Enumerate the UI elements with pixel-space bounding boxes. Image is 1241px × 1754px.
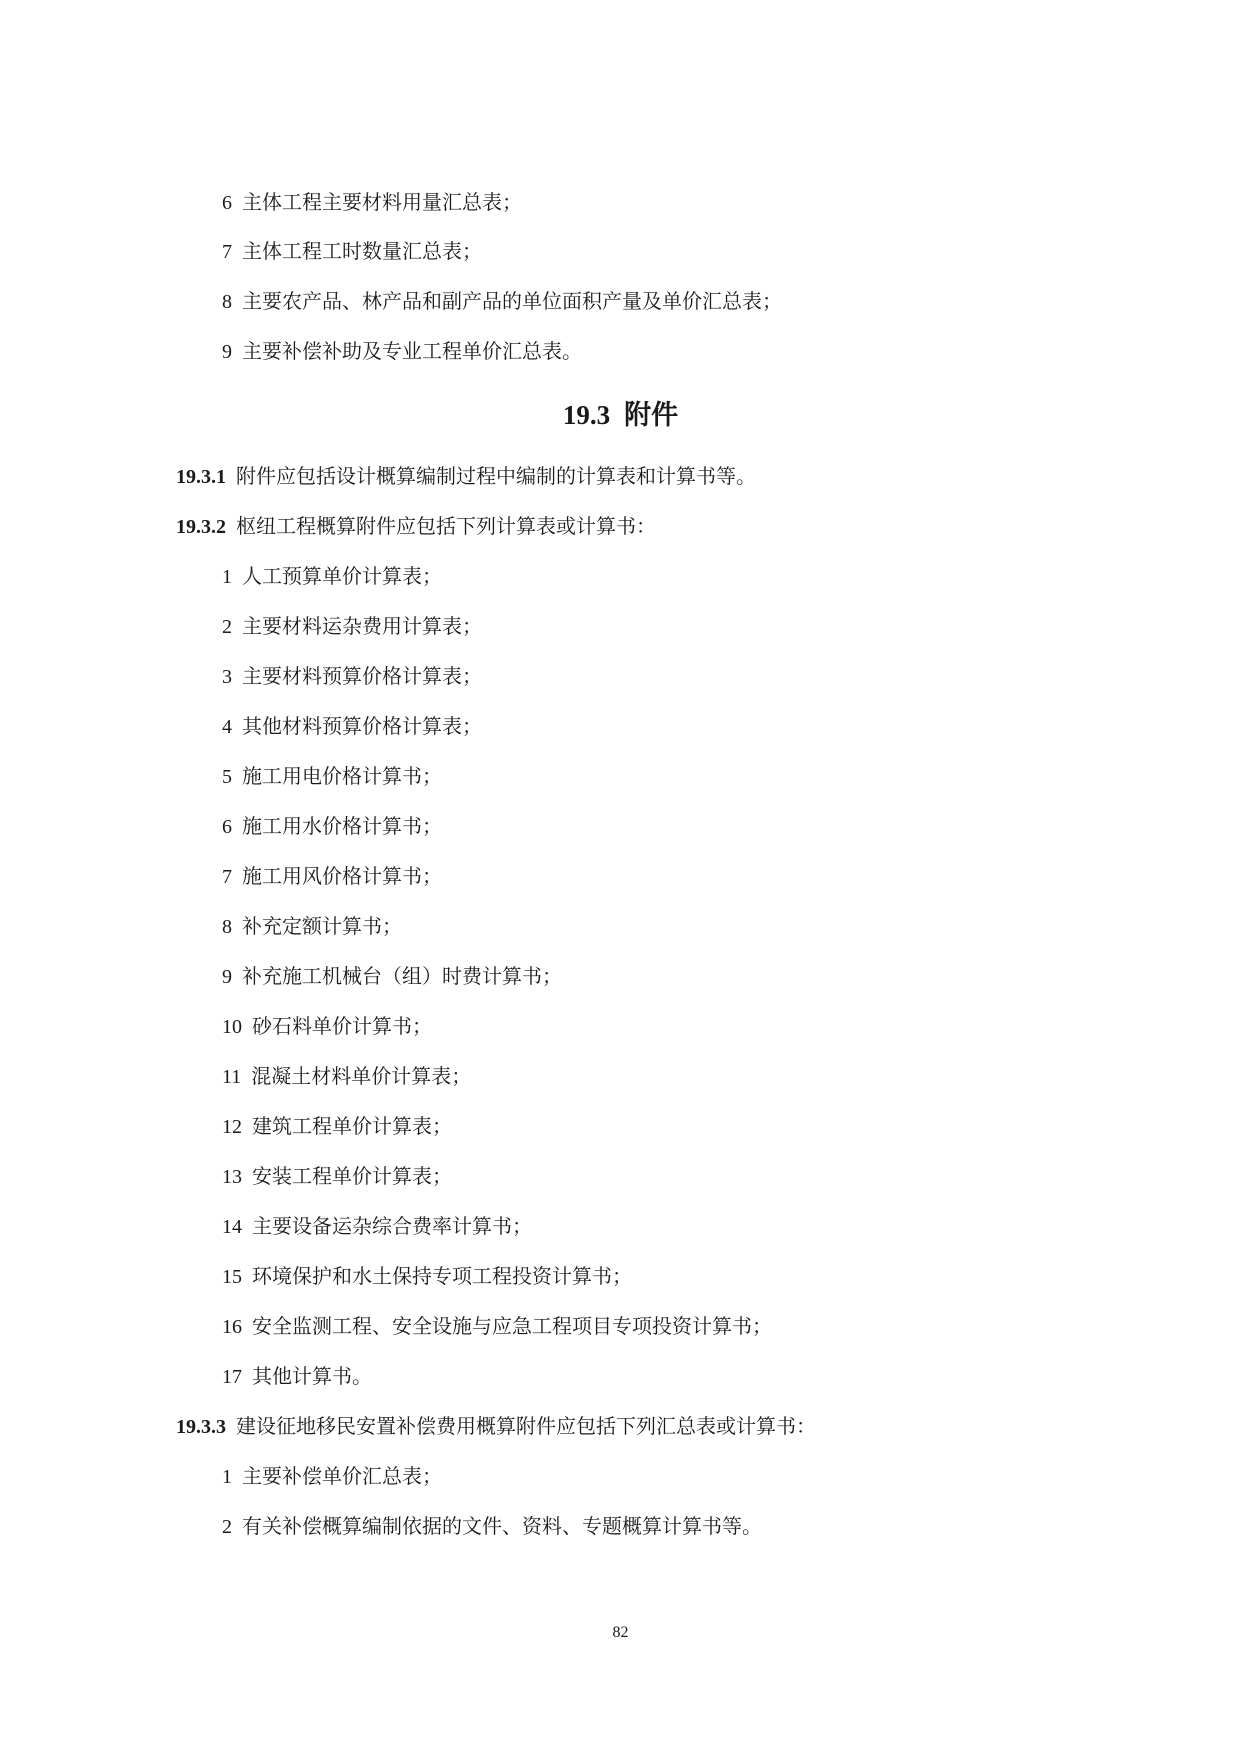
- list-item-number: 8: [222, 916, 232, 938]
- list-item: [222, 339, 582, 364]
- list-item-text: 安全监测工程、安全设施与应急工程项目专项投资计算书；: [252, 1314, 772, 1338]
- list-item-number: 1: [222, 566, 232, 588]
- list-item-text: 有关补偿概算编制依据的文件、资料、专题概算计算书等。: [242, 1514, 762, 1538]
- list-item-number: 4: [222, 716, 232, 738]
- list-item-text: 混凝土材料单价计算表；: [251, 1064, 472, 1088]
- clause-text: 枢纽工程概算附件应包括下列计算表或计算书：: [236, 514, 656, 538]
- list-item-number: 6: [222, 192, 232, 214]
- list-item: [222, 564, 442, 589]
- list-item-text: 主要补偿补助及专业工程单价汇总表。: [242, 339, 582, 363]
- list-item: [222, 1214, 532, 1239]
- list-item: [222, 289, 782, 314]
- list-item-text: 主要材料预算价格计算表；: [242, 664, 482, 688]
- list-item-number: 9: [222, 341, 232, 363]
- list-item-number: 8: [222, 291, 232, 313]
- clause-number: 19.3.1: [176, 466, 226, 488]
- list-item: [222, 1014, 432, 1039]
- list-item-text: 砂石料单价计算书；: [252, 1014, 432, 1038]
- section-title-text: 附件: [624, 400, 679, 431]
- list-item-text: 主体工程工时数量汇总表；: [242, 239, 482, 263]
- list-item: [222, 1264, 632, 1289]
- clause-19-3-3: [176, 1414, 816, 1439]
- list-item-number: 1: [222, 1466, 232, 1488]
- list-item: [222, 1164, 452, 1189]
- list-item: [222, 864, 442, 889]
- clause-number: 19.3.3: [176, 1416, 226, 1438]
- page-number: 82: [612, 1624, 629, 1641]
- list-item: [222, 1464, 442, 1489]
- list-item-text: 安装工程单价计算表；: [252, 1164, 452, 1188]
- list-item-number: 13: [222, 1166, 242, 1188]
- list-item-number: 15: [222, 1266, 242, 1288]
- section-number: 19.3: [562, 400, 611, 430]
- list-item-number: 6: [222, 816, 232, 838]
- list-item-text: 主要农产品、林产品和副产品的单位面积产量及单价汇总表；: [242, 289, 782, 313]
- list-item-text: 主要补偿单价汇总表；: [242, 1464, 442, 1488]
- list-item: [222, 1364, 372, 1389]
- list-item-number: 11: [222, 1066, 242, 1088]
- list-item-text: 补充定额计算书；: [242, 914, 402, 938]
- clause-number: 19.3.2: [176, 516, 226, 538]
- list-item: [222, 1514, 762, 1539]
- list-item-number: 7: [222, 866, 232, 888]
- list-item-text: 人工预算单价计算表；: [242, 564, 442, 588]
- list-item-number: 5: [222, 766, 232, 788]
- list-item-number: 9: [222, 966, 232, 988]
- list-item: [222, 664, 482, 689]
- list-item-text: 主要材料运杂费用计算表；: [242, 614, 482, 638]
- list-item-text: 其他计算书。: [252, 1364, 372, 1388]
- list-item: [222, 1064, 471, 1089]
- list-item: [222, 914, 402, 939]
- list-item-number: 2: [222, 1516, 232, 1538]
- list-item: [222, 714, 482, 739]
- list-item-number: 3: [222, 666, 232, 688]
- list-item-text: 施工用水价格计算书；: [242, 814, 442, 838]
- list-item-text: 补充施工机械台（组）时费计算书；: [242, 964, 562, 988]
- list-item-number: 2: [222, 616, 232, 638]
- list-item-text: 环境保护和水土保持专项工程投资计算书；: [252, 1264, 632, 1288]
- list-item: [222, 614, 482, 639]
- list-item: [222, 814, 442, 839]
- list-item: [222, 1314, 772, 1339]
- list-item: [222, 764, 442, 789]
- clause-19-3-1: [176, 464, 756, 489]
- list-item: [222, 1114, 452, 1139]
- list-item: [222, 964, 562, 989]
- list-item-number: 17: [222, 1366, 242, 1388]
- list-item-text: 建筑工程单价计算表；: [252, 1114, 452, 1138]
- list-item: [222, 190, 522, 215]
- section-heading: [0, 398, 1241, 433]
- list-item-number: 12: [222, 1116, 242, 1138]
- list-item-text: 主体工程主要材料用量汇总表；: [242, 190, 522, 214]
- list-item-number: 14: [222, 1216, 242, 1238]
- list-item-text: 施工用风价格计算书；: [242, 864, 442, 888]
- list-item-text: 施工用电价格计算书；: [242, 764, 442, 788]
- list-item-text: 其他材料预算价格计算表；: [242, 714, 482, 738]
- list-item: [222, 239, 482, 264]
- clause-19-3-2: [176, 514, 656, 539]
- list-item-number: 7: [222, 241, 232, 263]
- list-item-text: 主要设备运杂综合费率计算书；: [252, 1214, 532, 1238]
- list-item-number: 10: [222, 1016, 242, 1038]
- list-item-number: 16: [222, 1316, 242, 1338]
- clause-text: 建设征地移民安置补偿费用概算附件应包括下列汇总表或计算书：: [236, 1414, 816, 1438]
- clause-text: 附件应包括设计概算编制过程中编制的计算表和计算书等。: [236, 464, 756, 488]
